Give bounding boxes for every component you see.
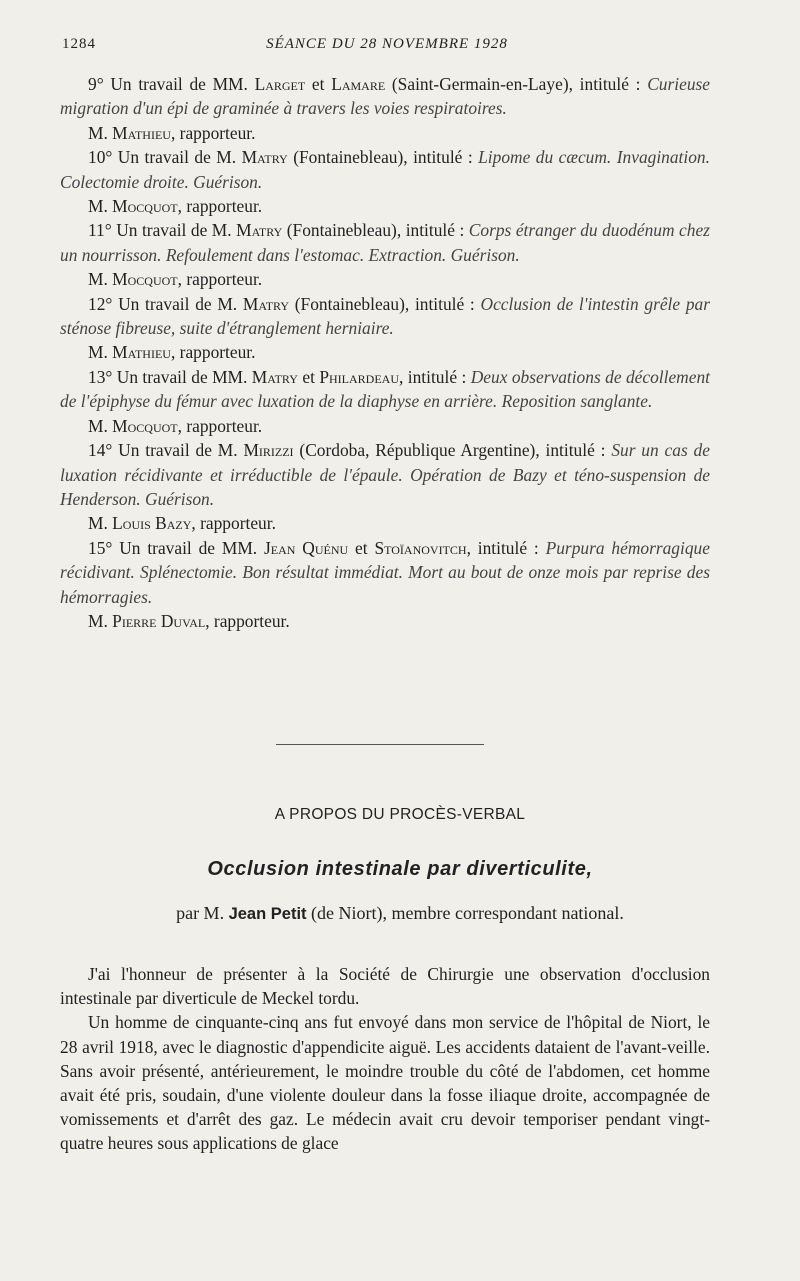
entry-title: Sur un cas de luxation récidivante et irréductible de l'épaule. Opération de Bazy et téno-suspension de Henderson. Guérison. (60, 440, 710, 509)
entry-10: 10° Un travail de M. Matry (Fontainebleau), intitulé : Lipome du cæcum. Invagination. Colectomie droite. Guérison. (60, 147, 710, 192)
entry-author: Lamare (331, 74, 386, 94)
entry-author: Mirizzi (243, 440, 294, 461)
section-divider (276, 744, 484, 745)
article-author: Jean Petit (228, 905, 307, 923)
article-byline: par M. Jean Petit (de Niort), membre correspondant national. (176, 903, 624, 923)
rapporteur-line: M. Mocquot, rapporteur. (88, 415, 263, 436)
rapporteur-line: M. Pierre Duval, rapporteur. (88, 610, 290, 631)
rapporteur-line: M. Mathieu, rapporteur. (88, 122, 256, 143)
entry-9: 9° Un travail de MM. Larget et Lamare (Saint-Germain-en-Laye), intitulé : Curieuse migration d'un épi de graminée à travers les voies respiratoires. (60, 74, 710, 119)
article-title: Occlusion intestinale par diverticulite, (207, 858, 593, 880)
rapporteur-line: M. Mocquot, rapporteur. (88, 196, 263, 217)
entry-title: Purpura hémorragique récidivant. Splénectomie. Bon résultat immédiat. Mort au bout de onze mois par reprise des hémorragies. (60, 537, 710, 607)
article-paragraph: J'ai l'honneur de présenter à la Société de Chirurgie une observation d'occlusion intestinale par diverticule de Meckel tordu. (60, 964, 710, 1009)
entry-title: Deux observations de décollement de l'épiphyse du fémur avec luxation de la diaphyse en arrière. Reposition sanglante. (60, 366, 710, 412)
entry-author: Matry (251, 366, 298, 387)
entry-13: 13° Un travail de MM. Matry et Philardeau, intitulé : Deux observations de décollement de l'épiphyse du fémur avec luxation de la diaphyse en arrière. Reposition sanglante. (60, 366, 710, 412)
entry-12: 12° Un travail de M. Matry (Fontainebleau), intitulé : Occlusion de l'intestin grêle par sténose fibreuse, suite d'étranglement herniaire. (60, 293, 710, 339)
entry-15: 15° Un travail de MM. Jean Quénu et Stoïanovitch, intitulé : Purpura hémorragique récidivant. Splénectomie. Bon résultat immédiat. Mort au bout de onze mois par reprise des hémorragies. (60, 537, 710, 607)
rapporteur-line: M. Louis Bazy, rapporteur. (88, 513, 276, 534)
entry-14: 14° Un travail de M. Mirizzi (Cordoba, République Argentine), intitulé : Sur un cas de luxation récidivante et irréductible de l'épaule. Opération de Bazy et téno-suspension de Henderson. Guérison. (60, 440, 710, 509)
entry-author: Matry (236, 220, 283, 241)
article-paragraph: Un homme de cinquante-cinq ans fut envoyé dans mon service de l'hôpital de Niort, le 28 avril 1918, avec le diagnostic d'appendicite aiguë. Les accidents dataient de l'avant-veille. Sans avoir présenté, antérieurement, le moindre trouble du côté de l'abdomen, cet homme avait été pris, soudain, d'une violente douleur dans la fosse iliaque droite, accompagnée de vomissements et d'arrêt des gaz. Le médecin avait cru devoir temporiser pendant vingt-quatre heures sous applications de glace (60, 1012, 710, 1154)
entry-title: Lipome du cæcum. Invagination. Colectomie droite. Guérison. (60, 147, 710, 192)
entry-author: Philardeau (319, 366, 400, 387)
rapporteur-line: M. Mocquot, rapporteur. (88, 269, 263, 290)
entry-title: Corps étranger du duodénum chez un nourrisson. Refoulement dans l'estomac. Extraction. Guérison. (60, 220, 710, 265)
article-body (60, 962, 710, 1156)
entry-title: Curieuse migration d'un épi de graminée à travers les voies respiratoires. (60, 74, 710, 119)
entry-11: 11° Un travail de M. Matry (Fontainebleau), intitulé : Corps étranger du duodénum chez un nourrisson. Refoulement dans l'estomac. Extraction. Guérison. (60, 220, 710, 265)
communications-list (60, 72, 710, 633)
rapporteur-line: M. Mathieu, rapporteur. (88, 342, 256, 363)
running-head (62, 36, 712, 58)
entry-author: Jean Quénu (264, 537, 349, 558)
page-number: 1284 (62, 36, 96, 52)
running-title: SÉANCE DU 28 NOVEMBRE 1928 (266, 36, 508, 52)
entry-author: Stoïanovitch (374, 537, 467, 558)
entry-title: Occlusion de l'intestin grêle par sténose fibreuse, suite d'étranglement herniaire. (60, 293, 710, 339)
entry-author: Larget (254, 74, 306, 94)
entry-author: Matry (242, 293, 290, 314)
entry-author: Matry (241, 147, 288, 168)
section-heading: A PROPOS DU PROCÈS-VERBAL (274, 806, 526, 823)
